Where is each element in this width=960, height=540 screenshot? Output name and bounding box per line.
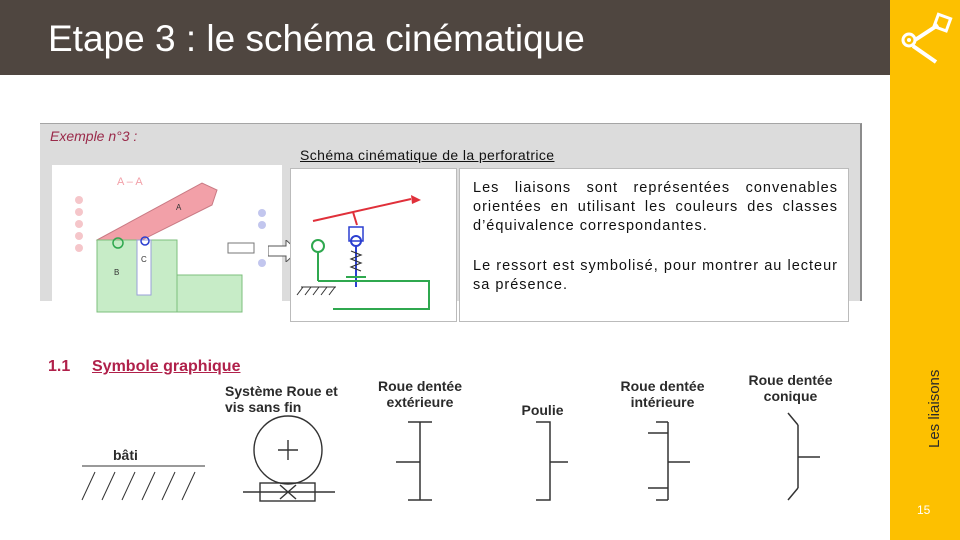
part-b-label: B [114,268,120,277]
section-a-label: A – A [117,176,143,188]
robot-arm-icon [898,10,956,66]
sidebar [890,0,960,540]
roue-vis-symbol [243,416,335,501]
symbol-label-roue-interieure: Roue dentée intérieure [620,378,705,410]
explanation-text-2: Le ressort est symbolisé, pour montrer au lecteur sa présence. [473,258,838,293]
roue-exterieure-symbol [396,422,432,500]
symbol-label-roue-conique: Roue dentée conique [748,372,833,404]
section-title-text: Symbole graphique [92,358,241,375]
part-c-label: C [141,255,147,264]
section-side-label: Les liaisons [926,369,943,448]
section-number: 1.1 [48,358,71,375]
page-title: Etape 3 : le schéma cinématique [48,18,585,59]
roue-conique-symbol [788,413,820,500]
explanation-text-1: Les liaisons sont représentées convenables orientées en utilisant les couleurs des classes d’équivalence correspondantes. [473,180,838,234]
symbol-label-bati: bâti [113,447,138,463]
symbol-label-roue-exterieure: Roue dentée extérieure [377,378,462,410]
bati-symbol [82,466,205,500]
poulie-symbol [536,422,568,500]
symbol-label-roue-vis: Système Roue et vis sans fin [225,383,338,415]
example-label: Exemple n°3 : [50,128,138,144]
symbol-label-poulie: Poulie [521,402,564,418]
page-number: 15 [917,503,931,517]
roue-interieure-symbol [648,422,690,500]
schema-title: Schéma cinématique de la perforatrice [300,147,555,163]
part-a-label: A [176,203,182,212]
